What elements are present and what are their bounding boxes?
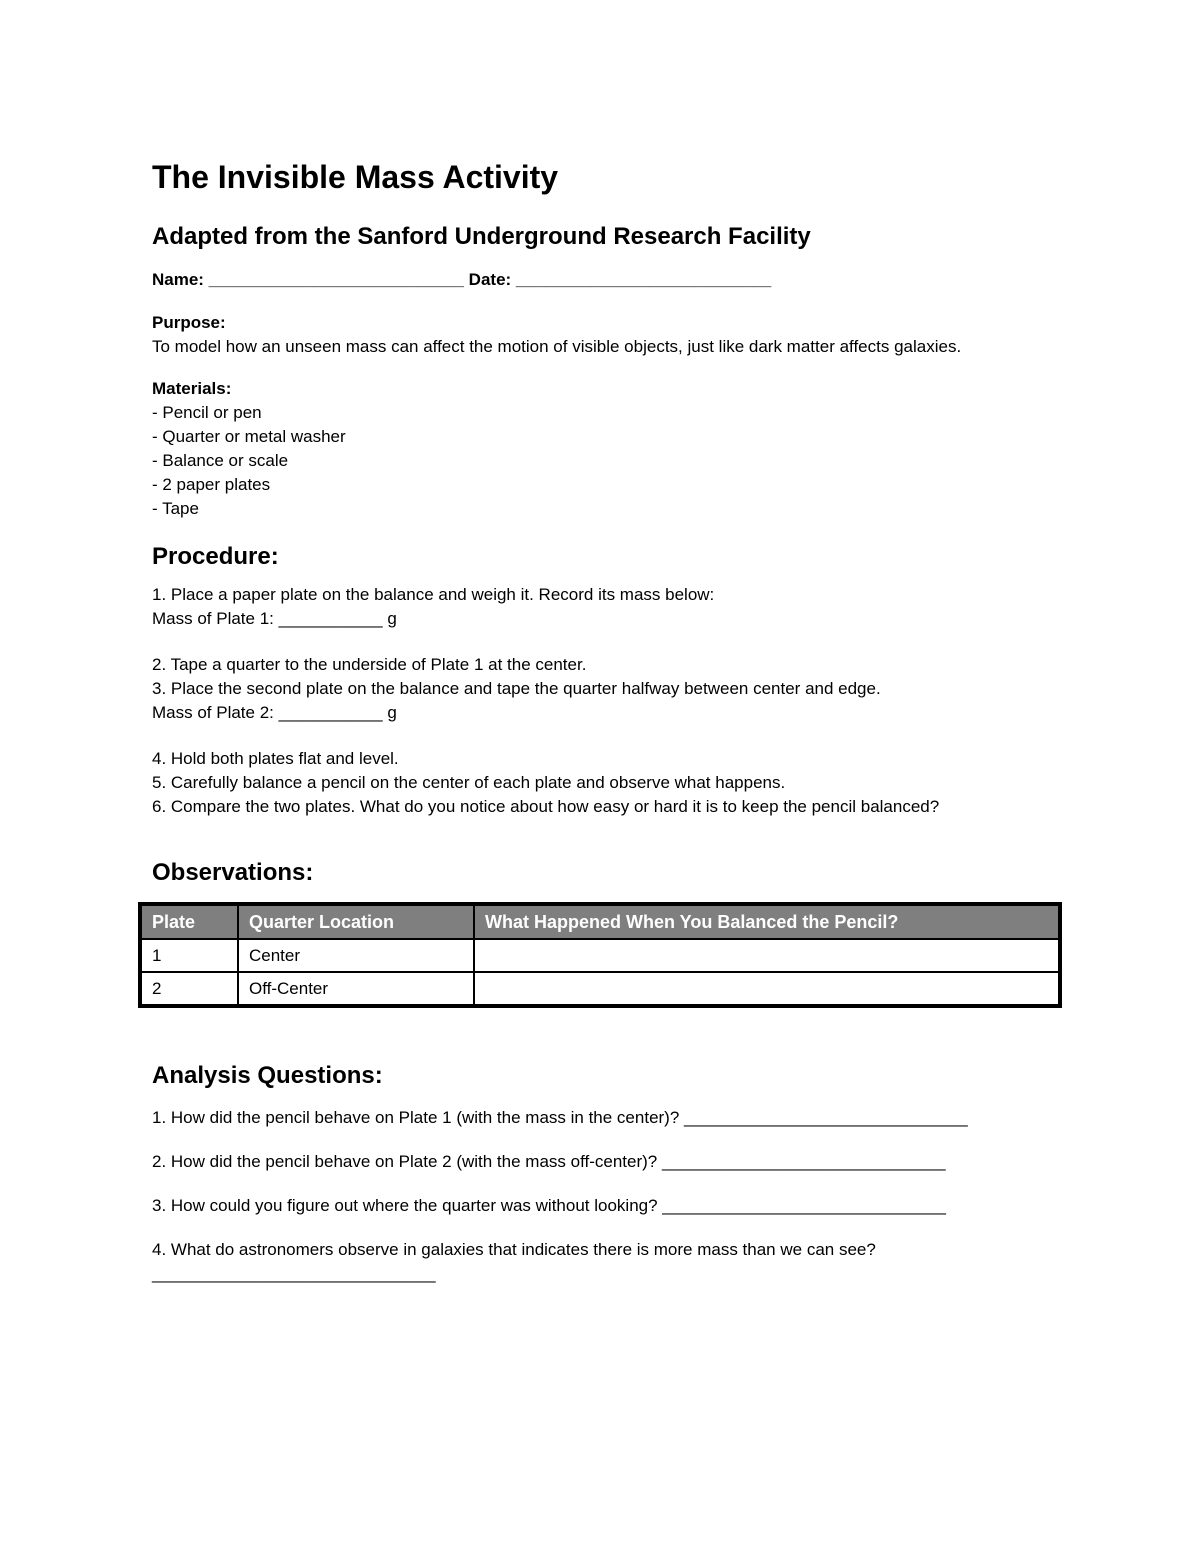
procedure-step-1: 1. Place a paper plate on the balance and weigh it. Record its mass below:	[152, 585, 715, 604]
mass-plate-1: Mass of Plate 1: ___________ g	[152, 609, 397, 628]
table-cell: Off-Center	[238, 972, 474, 1006]
procedure-step-5: 5. Carefully balance a pencil on the center of each plate and observe what happens.	[152, 773, 786, 792]
table-row	[140, 972, 1060, 1006]
analysis-question-4: 4. What do astronomers observe in galaxies that indicates there is more mass than we can see? ______________________________	[152, 1240, 876, 1283]
observations-table	[138, 902, 1062, 1008]
name-date-line: Name: ___________________________ Date: ___________________________	[152, 270, 772, 289]
page-title: The Invisible Mass Activity	[152, 159, 559, 195]
analysis-question-2: 2. How did the pencil behave on Plate 2 (with the mass off-center)? ______________________________	[152, 1152, 946, 1171]
worksheet-page	[152, 150, 1062, 1286]
procedure-step-6: 6. Compare the two plates. What do you notice about how easy or hard it is to keep the pencil balanced?	[152, 797, 940, 816]
procedure-steps	[152, 583, 1062, 819]
list-item: - 2 paper plates	[152, 475, 271, 494]
procedure-step-2: 2. Tape a quarter to the underside of Plate 1 at the center.	[152, 655, 587, 674]
column-header-quarter-location: Quarter Location	[238, 904, 474, 939]
procedure-heading: Procedure:	[152, 543, 279, 570]
purpose-text: To model how an unseen mass can affect the motion of visible objects, just like dark matter affects galaxies.	[152, 337, 962, 356]
materials-list	[152, 401, 1062, 521]
list-item: - Quarter or metal washer	[152, 427, 346, 446]
column-header-plate: Plate	[140, 904, 238, 939]
table-cell: Center	[238, 939, 474, 972]
table-cell: 1	[140, 939, 238, 972]
purpose-label: Purpose:	[152, 313, 226, 332]
list-item: - Balance or scale	[152, 451, 289, 470]
answer-cell[interactable]	[474, 972, 1060, 1006]
page-subtitle: Adapted from the Sanford Underground Research Facility	[152, 223, 811, 250]
analysis-question-3: 3. How could you figure out where the quarter was without looking? ______________________________	[152, 1196, 946, 1215]
table-header-row	[140, 904, 1060, 939]
procedure-step-4: 4. Hold both plates flat and level.	[152, 749, 399, 768]
list-item: - Pencil or pen	[152, 403, 262, 422]
column-header-what-happened: What Happened When You Balanced the Pencil?	[474, 904, 1060, 939]
materials-label: Materials:	[152, 379, 232, 398]
table-cell: 2	[140, 972, 238, 1006]
mass-plate-2: Mass of Plate 2: ___________ g	[152, 703, 397, 722]
answer-cell[interactable]	[474, 939, 1060, 972]
observations-heading: Observations:	[152, 859, 314, 886]
analysis-heading: Analysis Questions:	[152, 1062, 383, 1089]
list-item: - Tape	[152, 499, 199, 518]
procedure-step-3: 3. Place the second plate on the balance and tape the quarter halfway between center and edge.	[152, 679, 881, 698]
table-row	[140, 939, 1060, 972]
analysis-question-1: 1. How did the pencil behave on Plate 1 (with the mass in the center)? ______________________________	[152, 1108, 968, 1127]
